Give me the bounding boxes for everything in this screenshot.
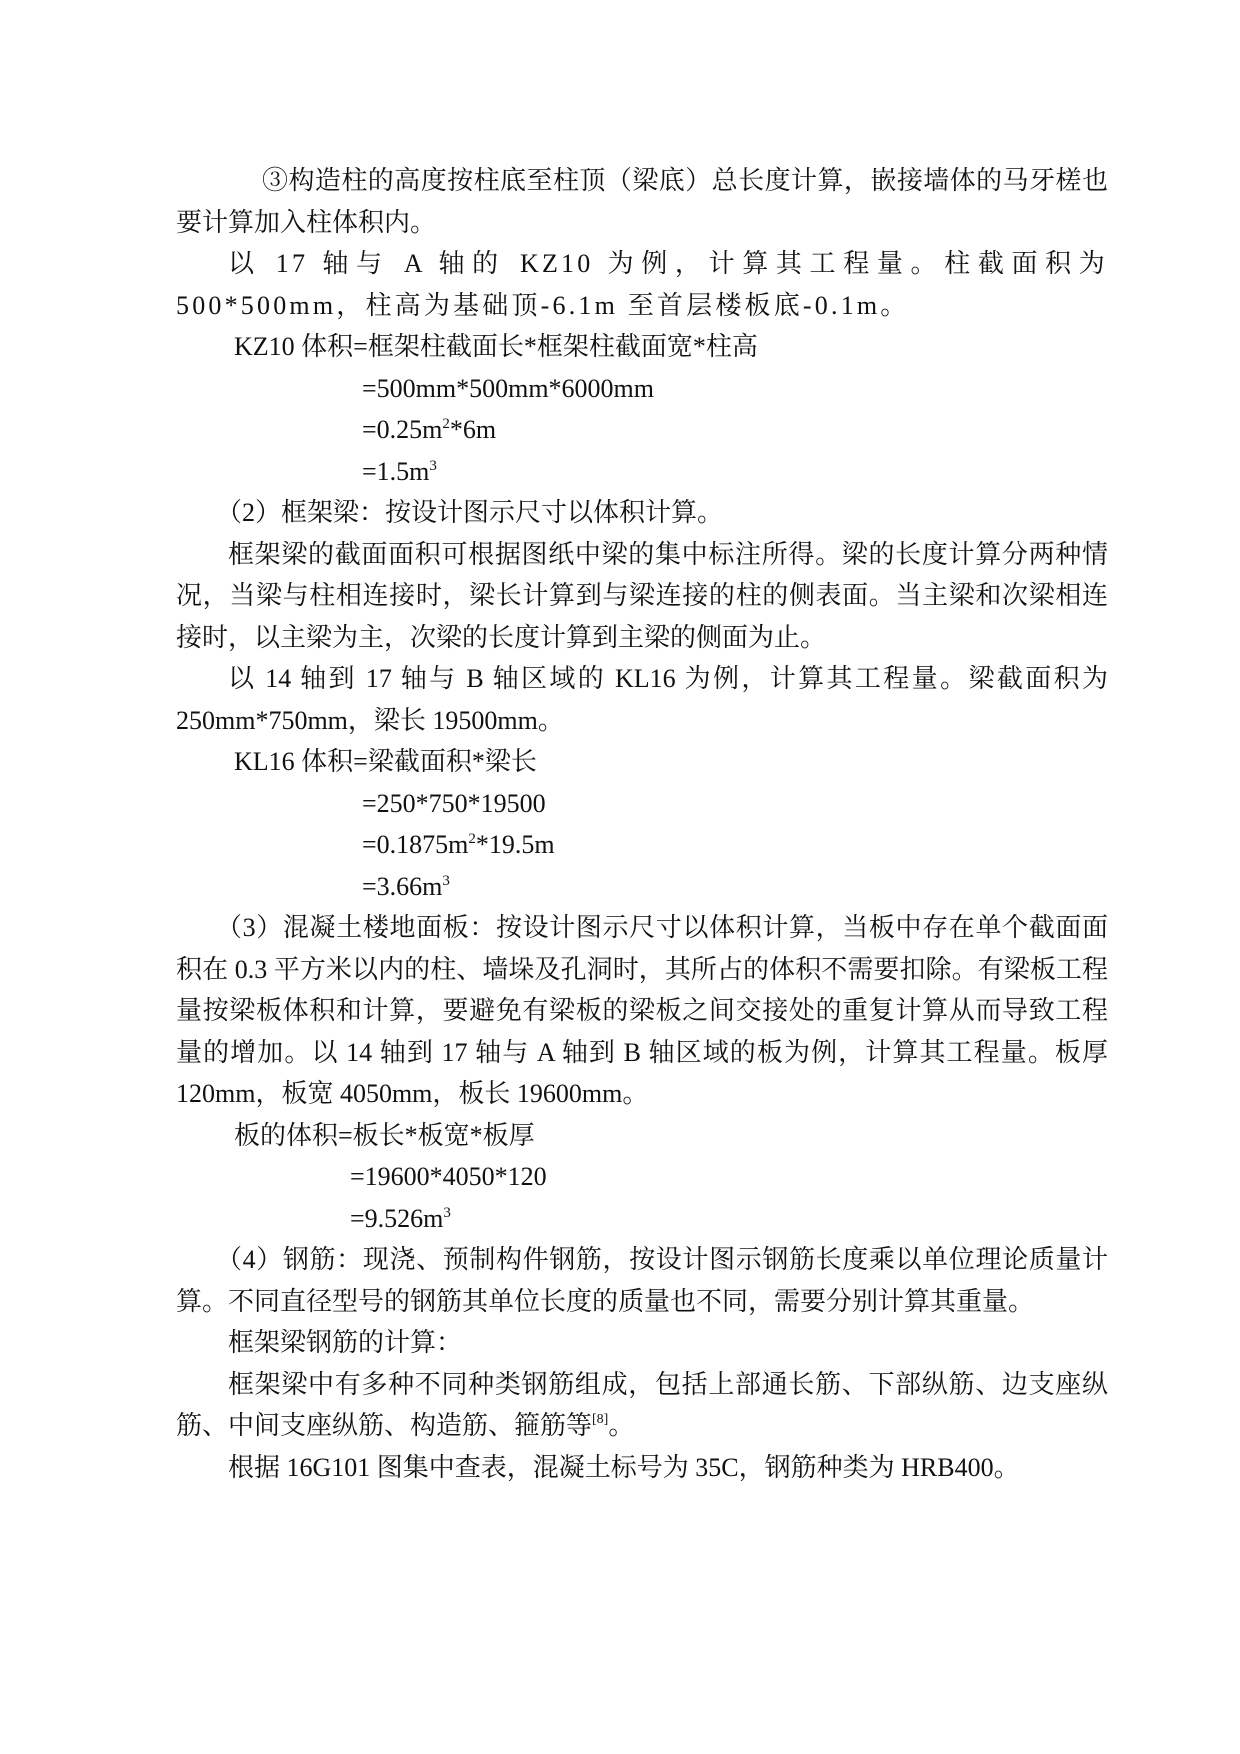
paragraph-kl16-example: 以 14 轴到 17 轴与 B 轴区域的 KL16 为例，计算其工程量。梁截面积为 250mm*750mm，梁长 19500mm。 <box>176 664 1108 735</box>
formula-text: =9.526m <box>350 1203 444 1233</box>
section-concrete-slab: （3）混凝土楼地面板：按设计图示尺寸以体积计算，当板中存在单个截面面积在 0.3 平方米以内的柱、墙垛及孔洞时，其所占的体积不需要扣除。有梁板工程量按梁板体积和计算，要避免有梁板的梁板之间交接处的重复计算从而导致工程量的增加。以 14 轴到 17 轴与 A 轴到 B 轴区域的板为例，计算其工程量。板厚 120mm，板宽 4050mm，板长 19600mm。 <box>176 913 1108 1108</box>
superscript-exponent: 3 <box>442 872 450 889</box>
formula-text: =0.1875m <box>362 830 469 859</box>
formula-kl16-line2 <box>176 824 1108 866</box>
superscript-exponent: 2 <box>468 831 476 847</box>
paragraph-text: 。 <box>608 1411 635 1440</box>
formula-slab-line1: =19600*4050*120 <box>350 1162 547 1191</box>
superscript-exponent: 3 <box>429 457 437 474</box>
paragraph-frame-beam-rebar-title: 框架梁钢筋的计算： <box>228 1328 463 1357</box>
paragraph-frame-beam-length: 框架梁的截面面积可根据图纸中梁的集中标注所得。梁的长度计算分两种情况，当梁与柱相连接时，梁长计算到与梁连接的柱的侧表面。当主梁和次梁相连接时，以主梁为主，次梁的长度计算到主梁的侧面为止。 <box>176 539 1108 652</box>
formula-kz10-line3 <box>176 451 1108 493</box>
document-page <box>176 160 1108 1488</box>
paragraph-frame-beam-rebar-types <box>176 1364 1108 1447</box>
paragraph-text: 框架梁中有多种不同种类钢筋组成，包括上部通长筋、下部纵筋、边支座纵筋、中间支座纵筋、构造筋、箍筋等 <box>176 1369 1108 1440</box>
section-heading-frame-beam: （2）框架梁：按设计图示尺寸以体积计算。 <box>216 498 724 527</box>
formula-text: =1.5m <box>362 456 430 486</box>
formula-slab-heading: 板的体积=板长*板宽*板厚 <box>234 1120 535 1150</box>
formula-text: *6m <box>449 415 497 444</box>
citation-reference: [8] <box>592 1412 609 1427</box>
formula-kl16-line3 <box>176 866 1108 908</box>
paragraph-16g101-table: 根据 16G101 图集中查表，混凝土标号为 35C，钢筋种类为 HRB400。 <box>228 1452 1020 1482</box>
paragraph-constructional-column-height: ③构造柱的高度按柱底至柱顶（梁底）总长度计算，嵌接墙体的马牙槎也要计算加入柱体积内。 <box>176 166 1108 237</box>
formula-text: =3.66m <box>362 871 443 901</box>
formula-text: *19.5m <box>475 830 555 859</box>
paragraph-kz10-example: 以 17 轴与 A 轴的 KZ10 为例，计算其工程量。柱截面积为500*500mm，柱高为基础顶-6.1m 至首层楼板底-0.1m。 <box>176 249 1108 320</box>
superscript-exponent: 2 <box>442 416 450 432</box>
formula-text: =0.25m <box>362 415 443 444</box>
formula-kz10-heading: KZ10 体积=框架柱截面长*框架柱截面宽*柱高 <box>234 332 758 361</box>
superscript-exponent: 3 <box>443 1204 451 1221</box>
formula-kz10-line1: =500mm*500mm*6000mm <box>362 373 655 403</box>
formula-kl16-heading: KL16 体积=梁截面积*梁长 <box>234 747 537 776</box>
formula-kl16-line1: =250*750*19500 <box>362 788 546 818</box>
section-rebar: （4）钢筋：现浇、预制构件钢筋，按设计图示钢筋长度乘以单位理论质量计算。不同直径型号的钢筋其单位长度的质量也不同，需要分别计算其重量。 <box>176 1245 1108 1316</box>
formula-slab-line2 <box>176 1198 1108 1240</box>
formula-kz10-line2 <box>176 409 1108 451</box>
